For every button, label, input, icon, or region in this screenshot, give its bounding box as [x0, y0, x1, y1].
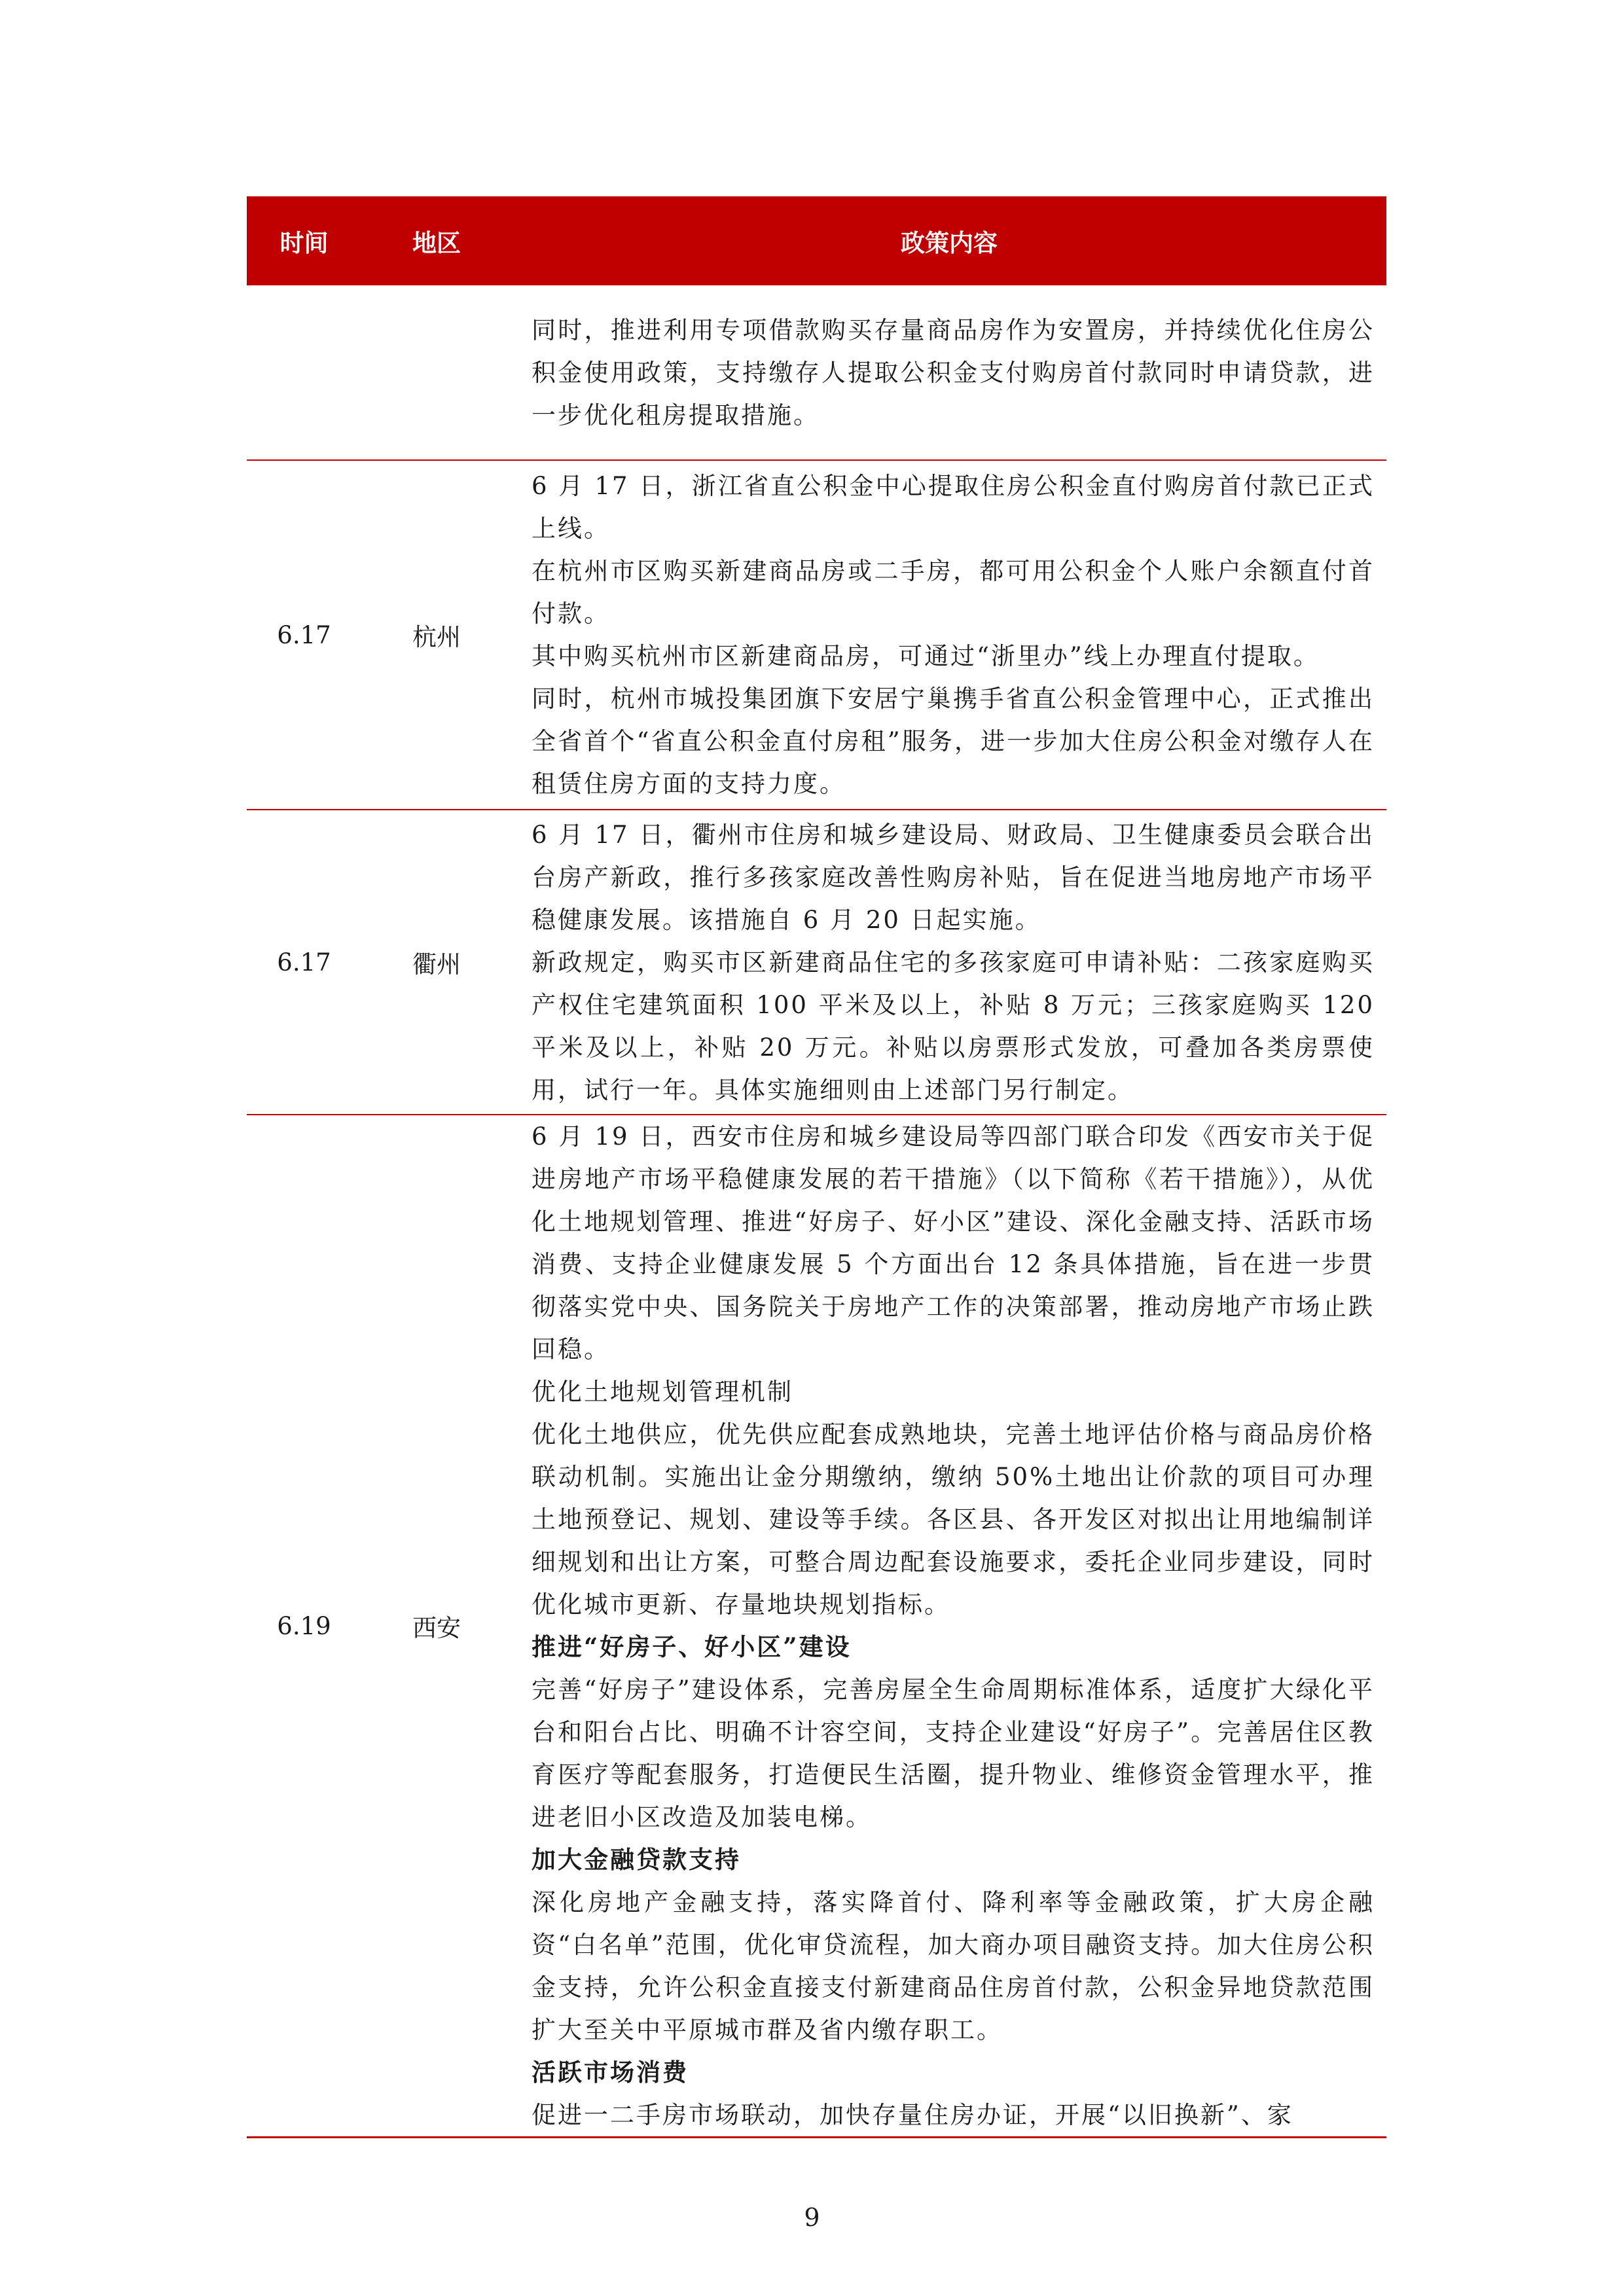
page-number: 9 [804, 2203, 820, 2232]
cell-policy-content [512, 810, 1386, 1115]
policy-subheading: 推进“好房子、好小区”建设 [532, 1632, 852, 1661]
cell-policy-content [512, 285, 1386, 460]
cell-time: 6.19 [277, 1611, 331, 1640]
policy-paragraph: 同时，杭州市城投集团旗下安居宁巢携手省直公积金管理中心，正式推出全省首个“省直公积金直付房租”服务，进一步加大住房公积金对缴存人在租赁住房方面的支持力度。 [532, 685, 1375, 798]
header-policy-content: 政策内容 [512, 196, 1386, 285]
policy-paragraph: 深化房地产金融支持，落实降首付、降利率等金融政策，扩大房企融资“白名单”范围，优化审贷流程，加大商办项目融资支持。加大住房公积金支持，允许公积金直接支付新建商品住房首付款，公积金异地贷款范围扩大至关中平原城市群及省内缴存职工。 [532, 1888, 1375, 2044]
policy-table [247, 196, 1386, 2138]
policy-paragraph: 在杭州市区购买新建商品房或二手房，都可用公积金个人账户余额直付首付款。 [532, 557, 1375, 628]
cell-time [247, 285, 361, 460]
cell-time: 6.17 [277, 620, 331, 649]
cell-region: 西安 [412, 1614, 461, 1642]
policy-paragraph: 新政规定，购买市区新建商品住宅的多孩家庭可申请补贴：二孩家庭购买产权住宅建筑面积 100 平米及以上，补贴 8 万元；三孩家庭购买 120 平米及以上，补贴 20 万元。补贴以房票形式发放，可叠加各类房票使用，试行一年。具体实施细则由上述部门另行制定。 [532, 948, 1375, 1104]
policy-paragraph: 其中购买杭州市区新建商品房，可通过“浙里办”线上办理直付提取。 [532, 642, 1320, 670]
policy-paragraph: 完善“好房子”建设体系，完善房屋全生命周期标准体系，适度扩大绿化平台和阳台占比、明确不计容空间，支持企业建设“好房子”。完善居住区教育医疗等配套服务，打造便民生活圈，提升物业、维修资金管理水平，推进老旧小区改造及加装电梯。 [532, 1676, 1375, 1831]
cell-policy-content [512, 460, 1386, 810]
header-time: 时间 [247, 196, 361, 285]
policy-paragraph: 6 月 19 日，西安市住房和城乡建设局等四部门联合印发《西安市关于促进房地产市场平稳健康发展的若干措施》（以下简称《若干措施》），从优化土地规划管理、推进“好房子、好小区”建设、深化金融支持、活跃市场消费、支持企业健康发展 5 个方面出台 12 条具体措施，旨在进一步贯彻落实党中央、国务院关于房地产工作的决策部署，推动房地产市场止跌回稳。 [532, 1122, 1375, 1363]
cell-region: 杭州 [412, 623, 461, 651]
table-row [247, 810, 1386, 1115]
policy-paragraph: 促进一二手房市场联动，加快存量住房办证，开展“以旧换新”、家 [532, 2101, 1293, 2129]
policy-paragraph: 优化土地供应，优先供应配套成熟地块，完善土地评估价格与商品房价格联动机制。实施出让金分期缴纳，缴纳 50%土地出让价款的项目可办理土地预登记、规划、建设等手续。各区县、各开发区对拟出让用地编制详细规划和出让方案，可整合周边配套设施要求，委托企业同步建设，同时优化城市更新、存量地块规划指标。 [532, 1420, 1375, 1619]
policy-subheading: 活跃市场消费 [532, 2058, 689, 2087]
cell-region [361, 285, 512, 460]
policy-paragraph: 6 月 17 日，衢州市住房和城乡建设局、财政局、卫生健康委员会联合出台房产新政，推行多孩家庭改善性购房补贴，旨在促进当地房地产市场平稳健康发展。该措施自 6 月 20 日起实施。 [532, 820, 1375, 934]
cell-region: 衢州 [412, 950, 461, 978]
table-row [247, 460, 1386, 810]
policy-subheading: 加大金融贷款支持 [532, 1845, 741, 1874]
policy-paragraph: 优化土地规划管理机制 [532, 1378, 793, 1406]
header-region: 地区 [361, 196, 512, 285]
policy-paragraph: 同时，推进利用专项借款购买存量商品房作为安置房，并持续优化住房公积金使用政策，支持缴存人提取公积金支付购房首付款同时申请贷款，进一步优化租房提取措施。 [532, 315, 1375, 429]
table-header-row [247, 196, 1386, 285]
table-row [247, 1115, 1386, 2138]
table-row [247, 285, 1386, 460]
cell-policy-content [512, 1115, 1386, 2138]
policy-paragraph: 6 月 17 日，浙江省直公积金中心提取住房公积金直付购房首付款已正式上线。 [532, 472, 1375, 543]
cell-time: 6.17 [277, 948, 331, 977]
table-body [247, 285, 1386, 2138]
